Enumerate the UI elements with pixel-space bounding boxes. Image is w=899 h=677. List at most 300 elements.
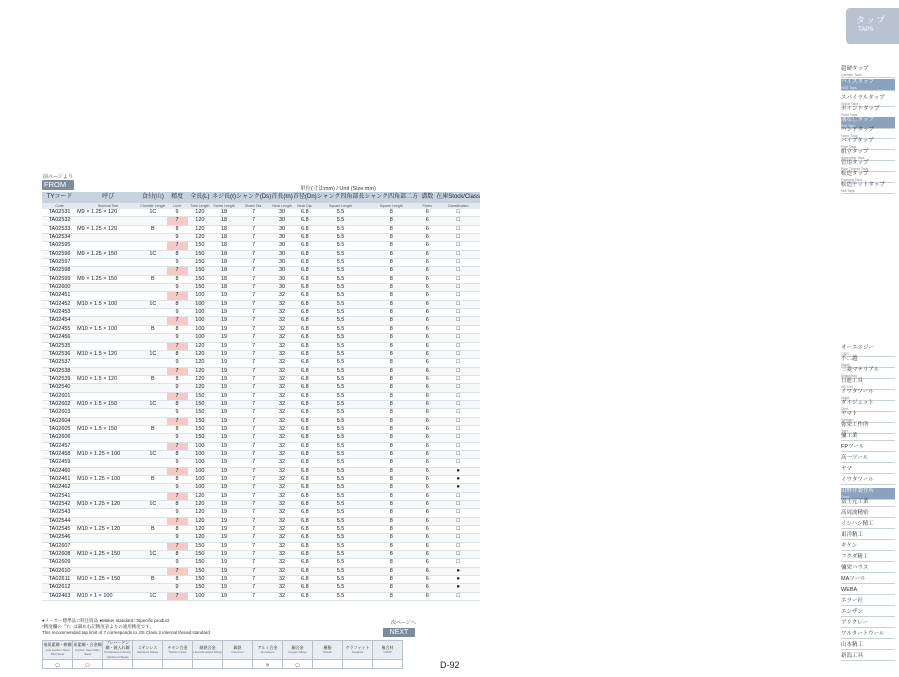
sidebar-item[interactable] [841, 455, 895, 463]
material-subname: Copper Alloys [288, 650, 307, 654]
material-header [133, 641, 163, 660]
cell-limit: 9 [167, 209, 188, 217]
cell-chamfer [139, 367, 166, 375]
cell-limit: 7 [167, 242, 188, 250]
sidebar-item-label: 日進工具 [841, 378, 864, 384]
cell-limit: 7 [167, 392, 188, 400]
cell-ln: 32 [271, 484, 293, 492]
sidebar-item[interactable] [841, 620, 895, 628]
sidebar-item-label: FPツール [841, 444, 865, 450]
cell-limit: 8 [167, 476, 188, 484]
cell-L: 100 [188, 325, 212, 333]
cell-nominal [77, 217, 139, 225]
cell-cls: ● [436, 476, 480, 484]
cell-chamfer: B [139, 375, 166, 383]
cell-cls: □ [436, 392, 480, 400]
column-subheader: Flutes [418, 203, 436, 209]
cell-limit: 7 [167, 367, 188, 375]
cell-L: 150 [188, 551, 212, 559]
cell-ln: 32 [271, 350, 293, 358]
cell-ln: 32 [271, 576, 293, 584]
sidebar-item[interactable] [841, 642, 895, 650]
sidebar-item[interactable] [841, 433, 895, 441]
cell-cls: □ [436, 501, 480, 509]
material-name: アルミ合金 [257, 644, 278, 650]
cell-l: 18 [212, 242, 236, 250]
cell-chamfer [139, 309, 166, 317]
cell-code: TA02599 [42, 275, 77, 283]
cell-Ds: 7 [236, 576, 271, 584]
cell-sq1: 5.5 [317, 425, 365, 433]
cell-chamfer: 1C [139, 300, 166, 308]
cell-sq2: 8 [364, 492, 418, 500]
sidebar-item[interactable] [841, 79, 895, 91]
cell-limit: 7 [167, 342, 188, 350]
cell-l: 19 [212, 342, 236, 350]
cell-sq2: 8 [364, 409, 418, 417]
cell-chamfer [139, 242, 166, 250]
cell-limit: 8 [167, 425, 188, 433]
cell-l: 19 [212, 509, 236, 517]
cell-code: TA02545 [42, 526, 77, 534]
cell-Dn: 6.8 [293, 334, 317, 342]
cell-Ds: 7 [236, 526, 271, 534]
category-tab[interactable] [846, 8, 899, 44]
cell-sq1: 5.5 [317, 267, 365, 275]
cell-Ds: 7 [236, 325, 271, 333]
cell-limit: 9 [167, 434, 188, 442]
sidebar-item-label: MAツール [841, 576, 866, 582]
column-header: シャンク四角部二方 [364, 192, 418, 203]
cell-L: 100 [188, 292, 212, 300]
cell-sq2: 8 [364, 325, 418, 333]
sidebar-item[interactable] [841, 444, 895, 452]
sidebar-item-label: 富士元工業 [841, 499, 869, 505]
cell-flutes: 6 [418, 342, 436, 350]
cell-ln: 30 [271, 242, 293, 250]
cell-L: 100 [188, 467, 212, 475]
cell-Ds: 7 [236, 334, 271, 342]
cell-L: 100 [188, 476, 212, 484]
cell-Ds: 7 [236, 534, 271, 542]
cell-L: 100 [188, 459, 212, 467]
sidebar-item[interactable] [841, 521, 895, 529]
cell-l: 19 [212, 292, 236, 300]
cell-Ds: 7 [236, 359, 271, 367]
cell-cls: □ [436, 292, 480, 300]
cell-sq1: 5.5 [317, 384, 365, 392]
table-header-row [42, 192, 480, 203]
cell-nominal: M10 × 1.5 × 150 [77, 400, 139, 408]
cell-flutes: 6 [418, 409, 436, 417]
cell-L: 150 [188, 542, 212, 550]
table-row [42, 450, 480, 458]
cell-sq1: 5.5 [317, 450, 365, 458]
cell-nominal [77, 534, 139, 542]
sidebar-item[interactable] [841, 532, 895, 540]
cell-cls: □ [436, 425, 480, 433]
cell-ln: 30 [271, 250, 293, 258]
cell-L: 150 [188, 434, 212, 442]
sidebar-item-label: WEBA [841, 587, 858, 593]
cell-nominal [77, 259, 139, 267]
cell-limit: 9 [167, 309, 188, 317]
sidebar-item-label: 転造タップ [841, 171, 869, 177]
column-header: 在庫Stock/Class [436, 192, 480, 203]
cell-nominal [77, 492, 139, 500]
next-page-button[interactable]: NEXT [383, 628, 415, 637]
sidebar-item[interactable] [841, 653, 895, 661]
cell-limit: 9 [167, 459, 188, 467]
cell-ln: 32 [271, 417, 293, 425]
table-row [42, 309, 480, 317]
cell-chamfer: B [139, 325, 166, 333]
cell-cls: □ [436, 409, 480, 417]
cell-flutes: 6 [418, 300, 436, 308]
cell-l: 19 [212, 450, 236, 458]
cell-sq1: 5.5 [317, 476, 365, 484]
cell-sq2: 8 [364, 559, 418, 567]
cell-sq2: 8 [364, 217, 418, 225]
cell-l: 18 [212, 217, 236, 225]
cell-sq2: 8 [364, 576, 418, 584]
sidebar-item[interactable] [841, 565, 895, 573]
cell-l: 19 [212, 467, 236, 475]
table-row [42, 517, 480, 525]
cell-chamfer [139, 542, 166, 550]
sidebar-item-sublabel: NS Tool [841, 385, 854, 389]
sidebar-item-sublabel: Forming Taps [841, 178, 863, 182]
cell-limit: 7 [167, 417, 188, 425]
cell-code: TA02540 [42, 384, 77, 392]
cell-code: TA02546 [42, 534, 77, 542]
cell-cls: □ [436, 509, 480, 517]
sidebar-item[interactable] [841, 631, 895, 639]
material-header [373, 641, 403, 660]
cell-cls: □ [436, 267, 480, 275]
cell-ln: 30 [271, 284, 293, 292]
table-row [42, 434, 480, 442]
cell-sq1: 5.5 [317, 492, 365, 500]
cell-flutes: 6 [418, 417, 436, 425]
cell-limit: 8 [167, 400, 188, 408]
material-subname: Stainless Steels [136, 650, 159, 654]
material-name: チタン合金 [167, 644, 188, 650]
cell-Ds: 7 [236, 434, 271, 442]
cell-L: 150 [188, 259, 212, 267]
cell-chamfer: B [139, 275, 166, 283]
cell-ln: 32 [271, 584, 293, 592]
category-tab-label: タップ [856, 15, 887, 25]
cell-code: TA02598 [42, 267, 77, 275]
column-header: シャンク(Ds) [236, 192, 271, 203]
sidebar-item-label: 山本精工 [841, 642, 864, 648]
sidebar-item-label: 転造ナットタップ [841, 182, 885, 188]
cell-ln: 32 [271, 476, 293, 484]
cell-limit: 8 [167, 300, 188, 308]
sidebar-item[interactable] [841, 66, 895, 78]
cell-nominal: M10 × 1.25 × 150 [77, 551, 139, 559]
cell-l: 19 [212, 559, 236, 567]
cell-sq2: 8 [364, 467, 418, 475]
cell-nominal [77, 267, 139, 275]
cell-ln: 32 [271, 342, 293, 350]
legend-line: *精度欄の『7』は調め右記精度表よりの適用精度です。 [42, 624, 154, 629]
cell-L: 120 [188, 342, 212, 350]
cell-cls: □ [436, 225, 480, 233]
cell-nominal [77, 484, 139, 492]
cell-flutes: 6 [418, 459, 436, 467]
cell-l: 19 [212, 317, 236, 325]
cell-Dn: 6.8 [293, 392, 317, 400]
cell-flutes: 6 [418, 517, 436, 525]
material-name: グラファイト [345, 644, 370, 650]
cell-ln: 32 [271, 425, 293, 433]
cell-l: 19 [212, 492, 236, 500]
cell-L: 100 [188, 300, 212, 308]
cell-flutes: 6 [418, 526, 436, 534]
cell-L: 150 [188, 250, 212, 258]
cell-cls: □ [436, 300, 480, 308]
sidebar-item-label: 超硬タップ [841, 66, 869, 72]
cell-L: 150 [188, 567, 212, 575]
cell-chamfer [139, 259, 166, 267]
cell-Ds: 7 [236, 592, 271, 600]
cell-chamfer: 1C [139, 592, 166, 600]
cell-sq1: 5.5 [317, 350, 365, 358]
material-subname: Graphite [351, 650, 364, 654]
sidebar-item[interactable] [841, 587, 895, 595]
cell-Dn: 6.8 [293, 501, 317, 509]
sidebar-item[interactable] [841, 543, 895, 551]
cell-Ds: 7 [236, 300, 271, 308]
cell-sq1: 5.5 [317, 292, 365, 300]
cell-ln: 32 [271, 334, 293, 342]
cell-sq1: 5.5 [317, 334, 365, 342]
cell-L: 120 [188, 375, 212, 383]
cell-cls: □ [436, 317, 480, 325]
cell-code: TA02595 [42, 242, 77, 250]
cell-sq1: 5.5 [317, 551, 365, 559]
material-value: ◯ [43, 660, 73, 669]
cell-code: TA02533 [42, 225, 77, 233]
cell-sq1: 5.5 [317, 459, 365, 467]
cell-limit: 9 [167, 559, 188, 567]
cell-l: 18 [212, 234, 236, 242]
cell-sq2: 8 [364, 501, 418, 509]
cell-l: 19 [212, 576, 236, 584]
cell-L: 100 [188, 592, 212, 600]
cell-chamfer [139, 567, 166, 575]
sidebar-item-sublabel: HSS Taps [841, 86, 857, 90]
cell-cls: □ [436, 209, 480, 217]
sidebar-item[interactable] [841, 598, 895, 606]
cell-chamfer [139, 534, 166, 542]
cell-Dn: 6.8 [293, 217, 317, 225]
sidebar-item[interactable] [841, 182, 895, 194]
cell-cls: □ [436, 526, 480, 534]
cell-Dn: 6.8 [293, 300, 317, 308]
cell-ln: 32 [271, 309, 293, 317]
cell-flutes: 6 [418, 576, 436, 584]
sidebar-item[interactable] [841, 477, 895, 485]
cell-nominal [77, 567, 139, 575]
cell-flutes: 6 [418, 392, 436, 400]
cell-Dn: 6.8 [293, 417, 317, 425]
sidebar-item[interactable] [841, 554, 895, 562]
sidebar-item-sublabel: Roll Taps [841, 124, 856, 128]
sidebar-item-sublabel: OSG [841, 352, 849, 356]
cell-cls: □ [436, 350, 480, 358]
cell-limit: 8 [167, 350, 188, 358]
cell-code: TA02538 [42, 367, 77, 375]
cell-l: 19 [212, 584, 236, 592]
cell-sq1: 5.5 [317, 317, 365, 325]
cell-code: TA02539 [42, 375, 77, 383]
cell-flutes: 6 [418, 217, 436, 225]
cell-Dn: 6.8 [293, 425, 317, 433]
cell-code: TA02536 [42, 350, 77, 358]
cell-chamfer [139, 509, 166, 517]
cell-cls: □ [436, 417, 480, 425]
material-header [193, 641, 223, 660]
cell-ln: 30 [271, 259, 293, 267]
continue-label: 次ページへ [391, 620, 416, 626]
cell-limit: 9 [167, 584, 188, 592]
cell-flutes: 6 [418, 400, 436, 408]
cell-L: 100 [188, 309, 212, 317]
sidebar-item[interactable] [841, 510, 895, 518]
cell-L: 150 [188, 584, 212, 592]
cell-code: TA02461 [42, 476, 77, 484]
cell-sq2: 8 [364, 534, 418, 542]
material-value [163, 660, 193, 669]
cell-Ds: 7 [236, 517, 271, 525]
cell-code: TA02609 [42, 559, 77, 567]
sidebar-item-label: ワルタートウール [841, 631, 885, 637]
table-row [42, 409, 480, 417]
cell-ln: 32 [271, 292, 293, 300]
cell-sq2: 8 [364, 300, 418, 308]
cell-Dn: 6.8 [293, 467, 317, 475]
cell-sq1: 5.5 [317, 234, 365, 242]
sidebar-item-sublabel: Point Taps [841, 113, 858, 117]
cell-limit: 8 [167, 551, 188, 559]
material-header [343, 641, 373, 660]
cell-cls: ● [436, 484, 480, 492]
cell-flutes: 6 [418, 484, 436, 492]
cell-flutes: 6 [418, 292, 436, 300]
cell-nominal [77, 459, 139, 467]
cell-L: 100 [188, 317, 212, 325]
cell-Ds: 7 [236, 367, 271, 375]
table-row [42, 501, 480, 509]
cell-nominal [77, 384, 139, 392]
cell-flutes: 6 [418, 250, 436, 258]
sidebar-item[interactable] [841, 576, 895, 584]
cell-sq2: 8 [364, 250, 418, 258]
material-value [223, 660, 253, 669]
cell-L: 120 [188, 517, 212, 525]
cell-chamfer [139, 342, 166, 350]
cell-Ds: 7 [236, 392, 271, 400]
cell-ln: 32 [271, 300, 293, 308]
cell-ln: 30 [271, 225, 293, 233]
sidebar-item-label: 三菱マテリアル [841, 367, 880, 373]
material-header [73, 641, 103, 660]
cell-limit: 9 [167, 384, 188, 392]
cell-l: 19 [212, 501, 236, 509]
cell-Ds: 7 [236, 559, 271, 567]
cell-code: TA02532 [42, 217, 77, 225]
cell-L: 120 [188, 209, 212, 217]
cell-code: TA02596 [42, 250, 77, 258]
table-row [42, 476, 480, 484]
column-subheader: Square Length [317, 203, 365, 209]
cell-l: 19 [212, 392, 236, 400]
cell-nominal [77, 559, 139, 567]
table-row [42, 584, 480, 592]
cell-limit: 8 [167, 450, 188, 458]
cell-Ds: 7 [236, 584, 271, 592]
cell-L: 150 [188, 275, 212, 283]
cell-ln: 32 [271, 400, 293, 408]
cell-flutes: 6 [418, 267, 436, 275]
column-header: 呼び [77, 192, 139, 203]
cell-ln: 32 [271, 317, 293, 325]
category-tab-sublabel: TAPS [858, 27, 874, 33]
cell-Ds: 7 [236, 275, 271, 283]
cell-chamfer: 1C [139, 209, 166, 217]
cell-ln: 32 [271, 501, 293, 509]
sidebar-item[interactable] [841, 466, 895, 474]
cell-ln: 32 [271, 534, 293, 542]
cell-limit: 9 [167, 359, 188, 367]
cell-sq1: 5.5 [317, 275, 365, 283]
cell-nominal [77, 584, 139, 592]
legend [42, 618, 210, 636]
cell-L: 120 [188, 359, 212, 367]
cell-chamfer [139, 234, 166, 242]
cell-cls: □ [436, 234, 480, 242]
sidebar-item[interactable] [841, 609, 895, 617]
sidebar-item-label: エンザン [841, 609, 863, 615]
cell-L: 150 [188, 409, 212, 417]
cell-flutes: 6 [418, 434, 436, 442]
cell-sq2: 8 [364, 375, 418, 383]
cell-sq2: 8 [364, 209, 418, 217]
cell-flutes: 6 [418, 559, 436, 567]
cell-sq1: 5.5 [317, 584, 365, 592]
cell-l: 18 [212, 209, 236, 217]
cell-sq2: 8 [364, 442, 418, 450]
cell-Ds: 7 [236, 209, 271, 217]
cell-ln: 30 [271, 209, 293, 217]
sidebar-item-label: オーエスジー [841, 345, 875, 351]
material-subname: Plastic [323, 650, 332, 654]
cell-l: 19 [212, 484, 236, 492]
cell-chamfer [139, 392, 166, 400]
sidebar-item[interactable] [841, 499, 895, 507]
cell-sq2: 8 [364, 242, 418, 250]
cell-code: TA02542 [42, 501, 77, 509]
cell-l: 19 [212, 375, 236, 383]
cell-nominal: M10 × 1.5 × 100 [77, 325, 139, 333]
cell-sq2: 8 [364, 542, 418, 550]
cell-sq1: 5.5 [317, 576, 365, 584]
cell-sq2: 8 [364, 292, 418, 300]
cell-cls: □ [436, 259, 480, 267]
